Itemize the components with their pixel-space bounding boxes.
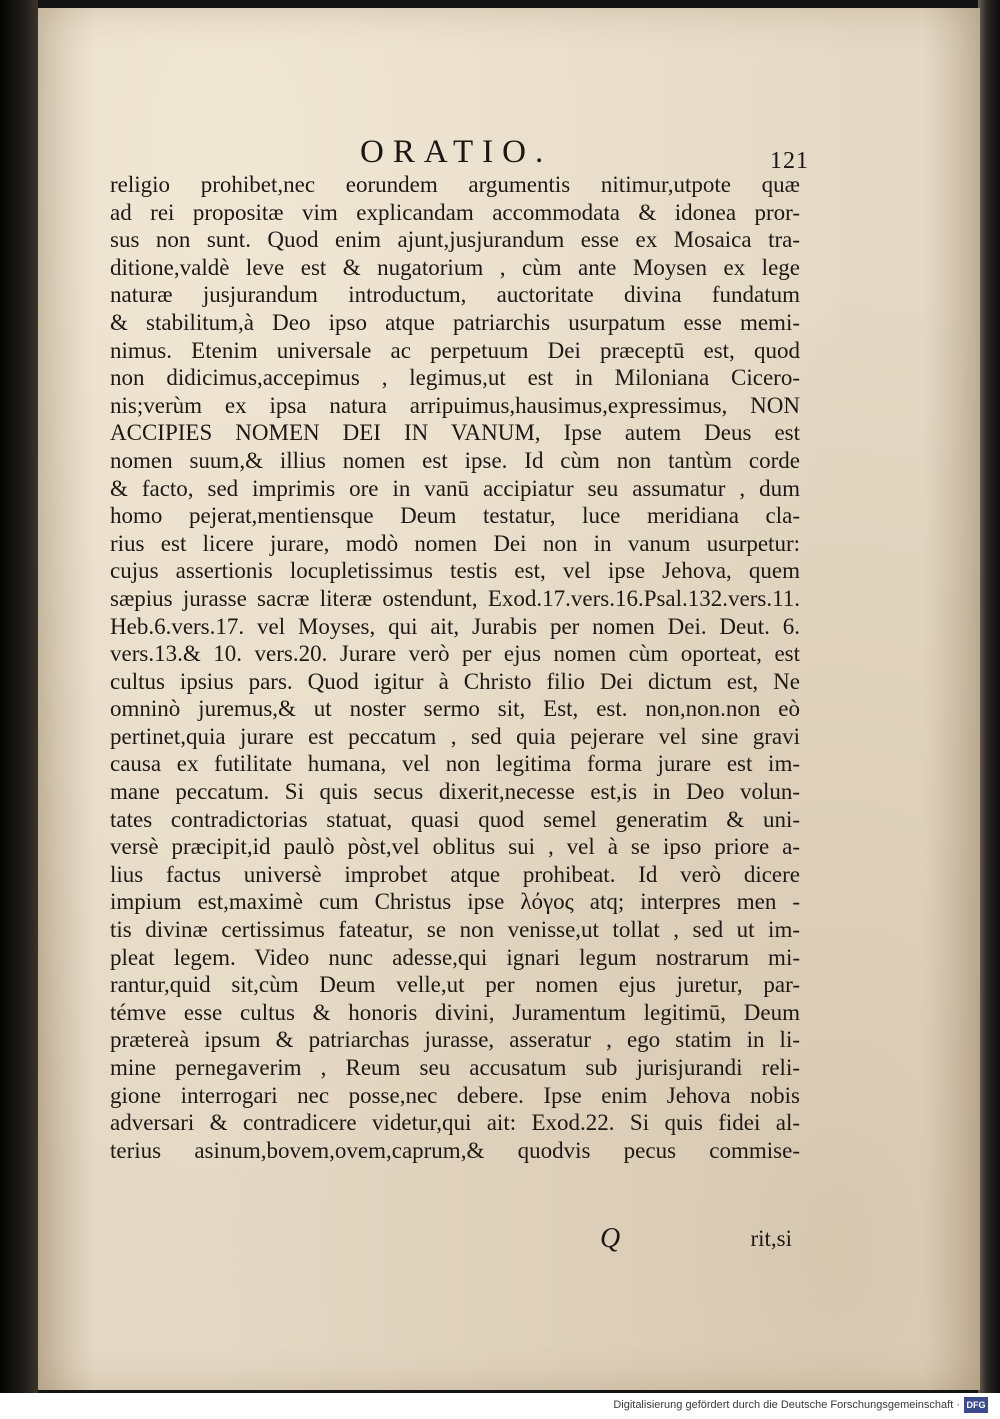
text-line: terius asinum,bovem,ovem,caprum,& quodvis pecus commise- <box>110 1137 800 1163</box>
text-line: nis;verùm ex ipsa natura arripuimus,hausimus,expressimus, NON <box>110 392 800 418</box>
text-line: prætereà ipsum & patriarchas jurasse, asseratur , ego statim in li- <box>110 1027 800 1053</box>
text-line: adversari & contradicere videtur,qui ait: Exod.22. Si quis fidei al- <box>110 1110 800 1136</box>
signature-mark: Q <box>600 1223 621 1254</box>
text-line: gione interrogari nec posse,nec debere. Ipse enim Jehova nobis <box>110 1082 800 1108</box>
page-number: 121 <box>770 148 809 174</box>
text-line: mine pernegaverim , Reum seu accusatum sub jurisjurandi reli- <box>110 1055 800 1080</box>
text-line: pleat legem. Video nunc adesse,qui ignari legum nostrarum mi- <box>110 944 800 970</box>
text-line: non didicimus,accepimus , legimus,ut est in Miloniana Cicero- <box>110 365 800 391</box>
text-line: Heb.6.vers.17. vel Moyses, qui ait, Jurabis per nomen Dei. Deut. 6. <box>110 613 800 639</box>
body-text <box>110 171 800 1164</box>
dfg-logo: DFG <box>964 1397 988 1413</box>
scan-border-left <box>0 0 38 1393</box>
text-line: témve esse cultus & honoris divini, Juramentum legitimū, Deum <box>110 999 800 1025</box>
text-line: vers.13.& 10. vers.20. Jurare verò per ejus nomen cùm oporteat, est <box>110 641 800 667</box>
text-line: cujus assertionis locupletissimus testis est, vel ipse Jehova, quem <box>110 558 800 584</box>
text-line: mane peccatum. Si quis secus dixerit,necesse est,is in Deo volun- <box>110 779 800 805</box>
digitization-footer <box>0 1393 1000 1419</box>
book-page <box>38 8 980 1390</box>
page-bottom <box>600 1224 792 1254</box>
text-line: ACCIPIES NOMEN DEI IN VANUM, Ipse autem Deus est <box>110 420 800 446</box>
text-line: sus non sunt. Quod enim ajunt,jusjurandum esse ex Mosaica tra- <box>110 227 800 253</box>
text-line: nomen suum,& illius nomen est ipse. Id cùm non tantùm corde <box>110 447 800 473</box>
footer-credit: Digitalisierung gefördert durch die Deutsche Forschungsgemeinschaft · <box>613 1399 960 1411</box>
text-line: ad rei propositæ vim explicandam accommodata & idonea pror- <box>110 199 800 225</box>
text-line: tis divinæ certissimus fateatur, se non venisse,ut tollat , sed ut im- <box>110 917 800 943</box>
catchword: rit,si <box>750 1226 792 1251</box>
scan-border-right <box>978 0 1000 1393</box>
text-line: cultus ipsius pars. Quod igitur à Christo filio Dei dictum est, Ne <box>110 668 800 694</box>
text-line: rantur,quid sit,cùm Deum velle,ut per nomen ejus juretur, par- <box>110 972 800 998</box>
text-line: nimus. Etenim universale ac perpetuum Dei præceptū est, quod <box>110 337 800 363</box>
text-line: tates contradictorias statuat, quasi quod semel generatim & uni- <box>110 806 800 832</box>
text-line: & stabilitum,à Deo ipso atque patriarchis usurpatum esse memi- <box>110 309 800 335</box>
text-line: omninò juremus,& ut noster sermo sit, Est, est. non,non.non eò <box>110 696 800 722</box>
text-line: pertinet,quia jurare est peccatum , sed quia pejerare vel sine gravi <box>110 723 800 749</box>
text-line: rius est licere jurare, modò nomen Dei non in vanum usurpetur: <box>110 530 800 556</box>
text-line: naturæ jusjurandum introductum, auctoritate divina fundatum <box>110 282 800 308</box>
text-line: religio prohibet,nec eorundem argumentis nitimur,utpote quæ <box>110 172 800 197</box>
text-line: homo pejerat,mentiensque Deum testatur, luce meridiana cla- <box>110 503 800 529</box>
text-line: impium est,maximè cum Christus ipse λόγος atq; interpres men - <box>110 889 800 915</box>
text-line: ditione,valdè leve est & nugatorium , cùm ante Moysen ex lege <box>110 254 800 280</box>
text-line: versè præcipit,id paulò pòst,vel oblitus sui , vel à se ipso priore a- <box>110 834 800 860</box>
running-head: ORATIO. <box>360 134 553 170</box>
text-line: & facto, sed imprimis ore in vanū accipiatur seu assumatur , dum <box>110 475 800 501</box>
text-line: lius factus universè improbet atque prohibeat. Id verò dicere <box>110 861 800 887</box>
text-line: causa ex futilitate humana, vel non legitima forma jurare est im- <box>110 751 800 777</box>
text-line: sæpius jurasse sacræ literæ ostendunt, Exod.17.vers.16.Psal.132.vers.11. <box>110 585 800 611</box>
